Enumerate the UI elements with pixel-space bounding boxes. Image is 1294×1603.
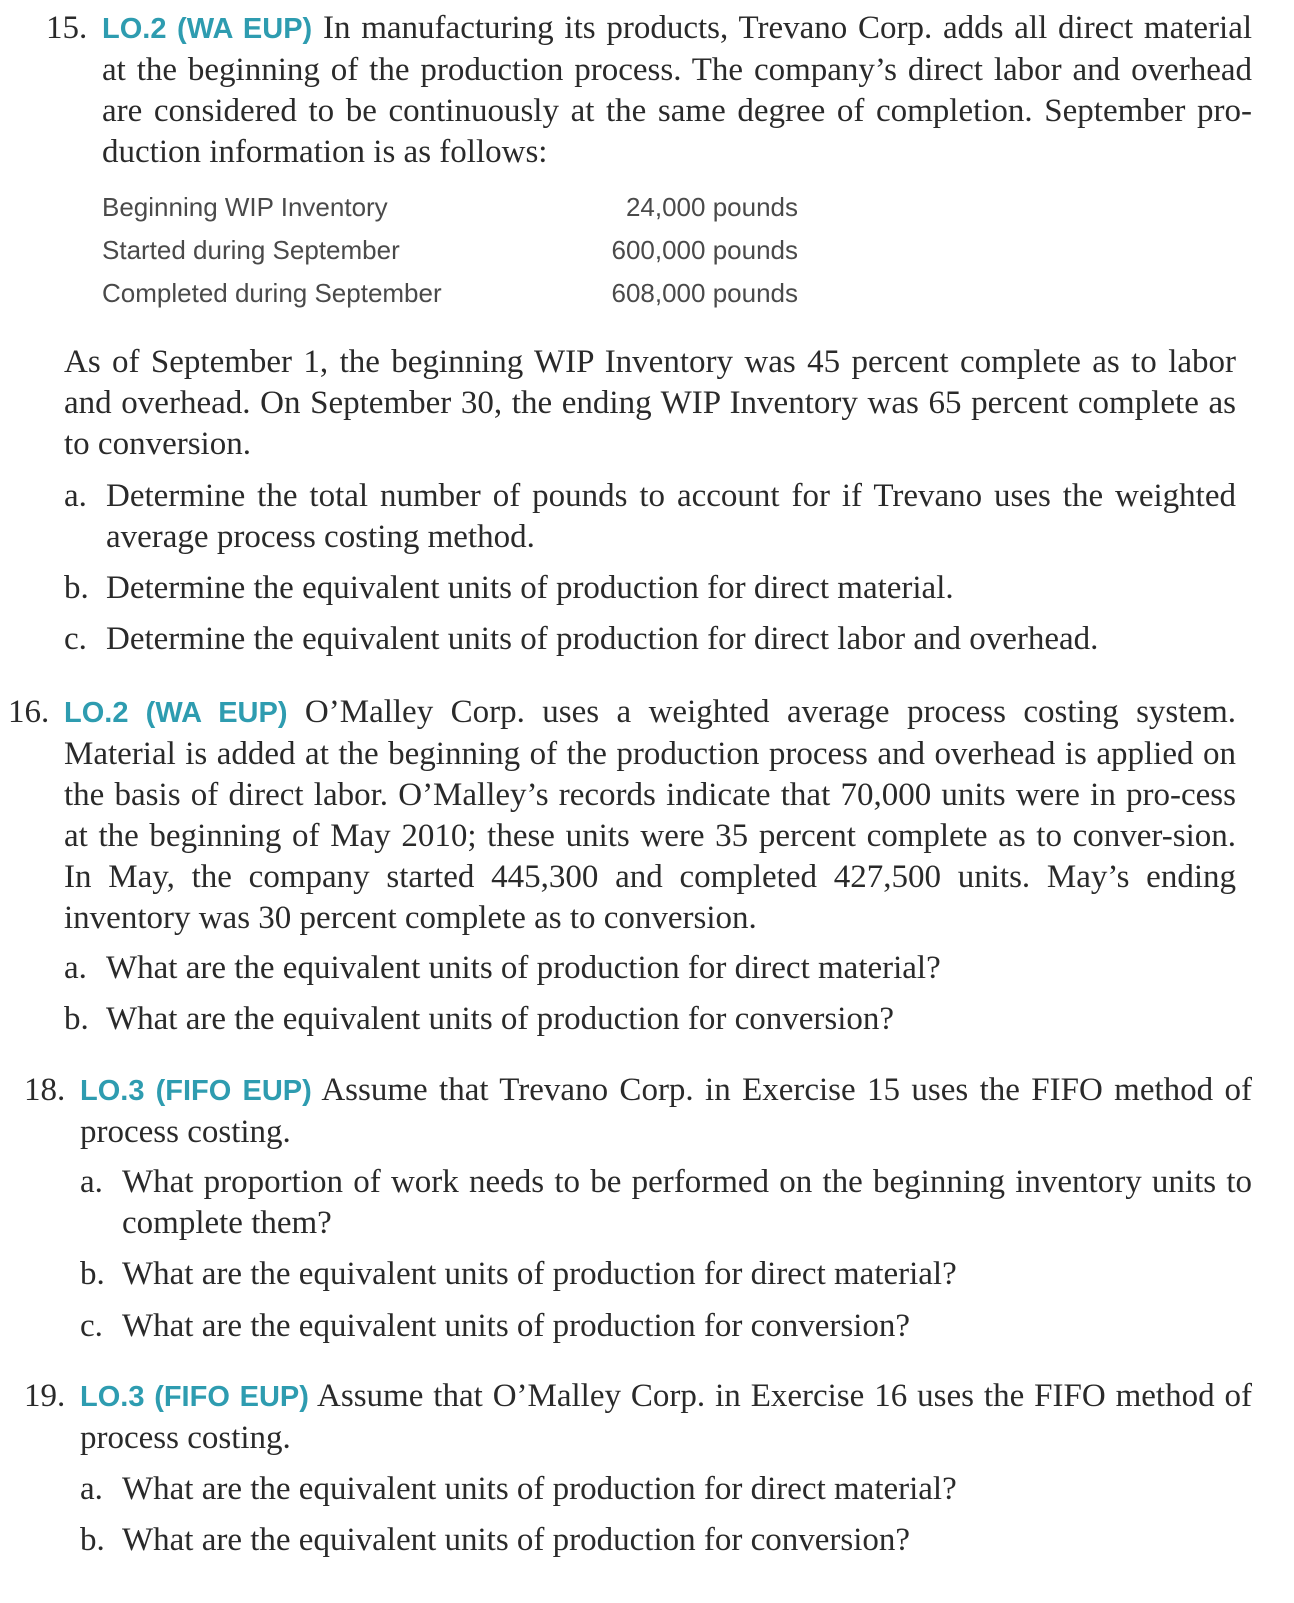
- item-text: Determine the total number of pounds to account for if Trevano uses the weighted average process costing method.: [106, 478, 1236, 555]
- question-item: [80, 1469, 1252, 1510]
- question-item: [80, 1254, 1252, 1295]
- item-text: What are the equivalent units of production for conversion?: [122, 1522, 911, 1558]
- item-letter: b.: [64, 570, 89, 606]
- item-text: What proportion of work needs to be performed on the beginning inventory units to complete them?: [122, 1164, 1252, 1241]
- exercise-intro: [64, 692, 1236, 939]
- question-item: [80, 1306, 1252, 1347]
- question-item: [64, 999, 1236, 1040]
- exercise-intro: [102, 8, 1252, 173]
- production-table: [102, 192, 798, 321]
- learning-objective-tag: LO.3 (FIFO EUP): [80, 1381, 309, 1413]
- exercise-text: In manufacturing its products, Trevano Corp. adds all direct material at the beginning of the production process. The company’s direct labor and overhead are considered to be continuously at the same degree of completion. September pro-duction information is as follows:: [102, 10, 1253, 170]
- item-letter: c.: [64, 621, 87, 657]
- exercise-after-text: As of September 1, the beginning WIP Inventory was 45 percent complete as to labor and overhead. On September 30, the ending WIP Inventory was 65 percent complete as to conversion.: [64, 344, 1236, 462]
- exercise-intro: [80, 1376, 1252, 1459]
- learning-objective-tag: LO.2 (WA EUP): [64, 697, 288, 729]
- exercise-text: Assume that Trevano Corp. in Exercise 15 uses the FIFO method of process costing.: [80, 1072, 1252, 1150]
- item-letter: a.: [80, 1471, 103, 1507]
- item-letter: b.: [64, 1001, 89, 1037]
- question-item: [64, 476, 1236, 558]
- exercise-number: 19.: [24, 1378, 66, 1414]
- table-value: 24,000 pounds: [625, 192, 798, 222]
- table-value: 608,000 pounds: [611, 278, 798, 308]
- table-label: Started during September: [102, 235, 400, 265]
- item-text: What are the equivalent units of production for direct material?: [106, 950, 941, 986]
- question-item: [64, 568, 1236, 609]
- item-letter: b.: [80, 1522, 105, 1558]
- table-value: 600,000 pounds: [611, 235, 798, 265]
- item-letter: a.: [64, 950, 87, 986]
- question-item: [80, 1162, 1252, 1244]
- learning-objective-tag: LO.2 (WA EUP): [102, 13, 313, 45]
- item-text: What are the equivalent units of production for direct material?: [122, 1471, 957, 1507]
- exercise-number: 16.: [8, 694, 50, 730]
- table-row: [102, 278, 798, 321]
- question-item: [64, 619, 1236, 660]
- table-row: [102, 235, 798, 278]
- exercise-text: Assume that O’Malley Corp. in Exercise 16 uses the FIFO method of process costing.: [80, 1378, 1252, 1456]
- item-text: Determine the equivalent units of production for direct labor and overhead.: [106, 621, 1099, 657]
- learning-objective-tag: LO.3 (FIFO EUP): [80, 1075, 312, 1107]
- item-text: What are the equivalent units of production for direct material?: [122, 1256, 957, 1292]
- item-text: What are the equivalent units of production for conversion?: [106, 1001, 895, 1037]
- table-row: [102, 192, 798, 235]
- item-text: What are the equivalent units of production for conversion?: [122, 1308, 911, 1344]
- item-letter: b.: [80, 1256, 105, 1292]
- table-label: Beginning WIP Inventory: [102, 192, 388, 222]
- exercise-number: 18.: [24, 1072, 66, 1108]
- item-letter: c.: [80, 1308, 103, 1344]
- exercise-text: O’Malley Corp. uses a weighted average process costing system. Material is added at the beginning of the production process and overhead is applied on the basis of direct labor. O’Malley’s records indicate that 70,000 units were in pro-cess at the beginning of May 2010; these units were 35 percent complete as to conver-sion. In May, the company started 445,300 and completed 427,500 units. May’s ending inventory was 30 percent complete as to conversion.: [64, 694, 1236, 936]
- item-letter: a.: [64, 478, 87, 514]
- item-letter: a.: [80, 1164, 103, 1200]
- question-item: [64, 948, 1236, 989]
- exercise-intro: [80, 1070, 1252, 1153]
- item-text: Determine the equivalent units of production for direct material.: [106, 570, 954, 606]
- table-label: Completed during September: [102, 278, 442, 308]
- question-item: [80, 1520, 1252, 1561]
- exercise-number: 15.: [46, 10, 88, 46]
